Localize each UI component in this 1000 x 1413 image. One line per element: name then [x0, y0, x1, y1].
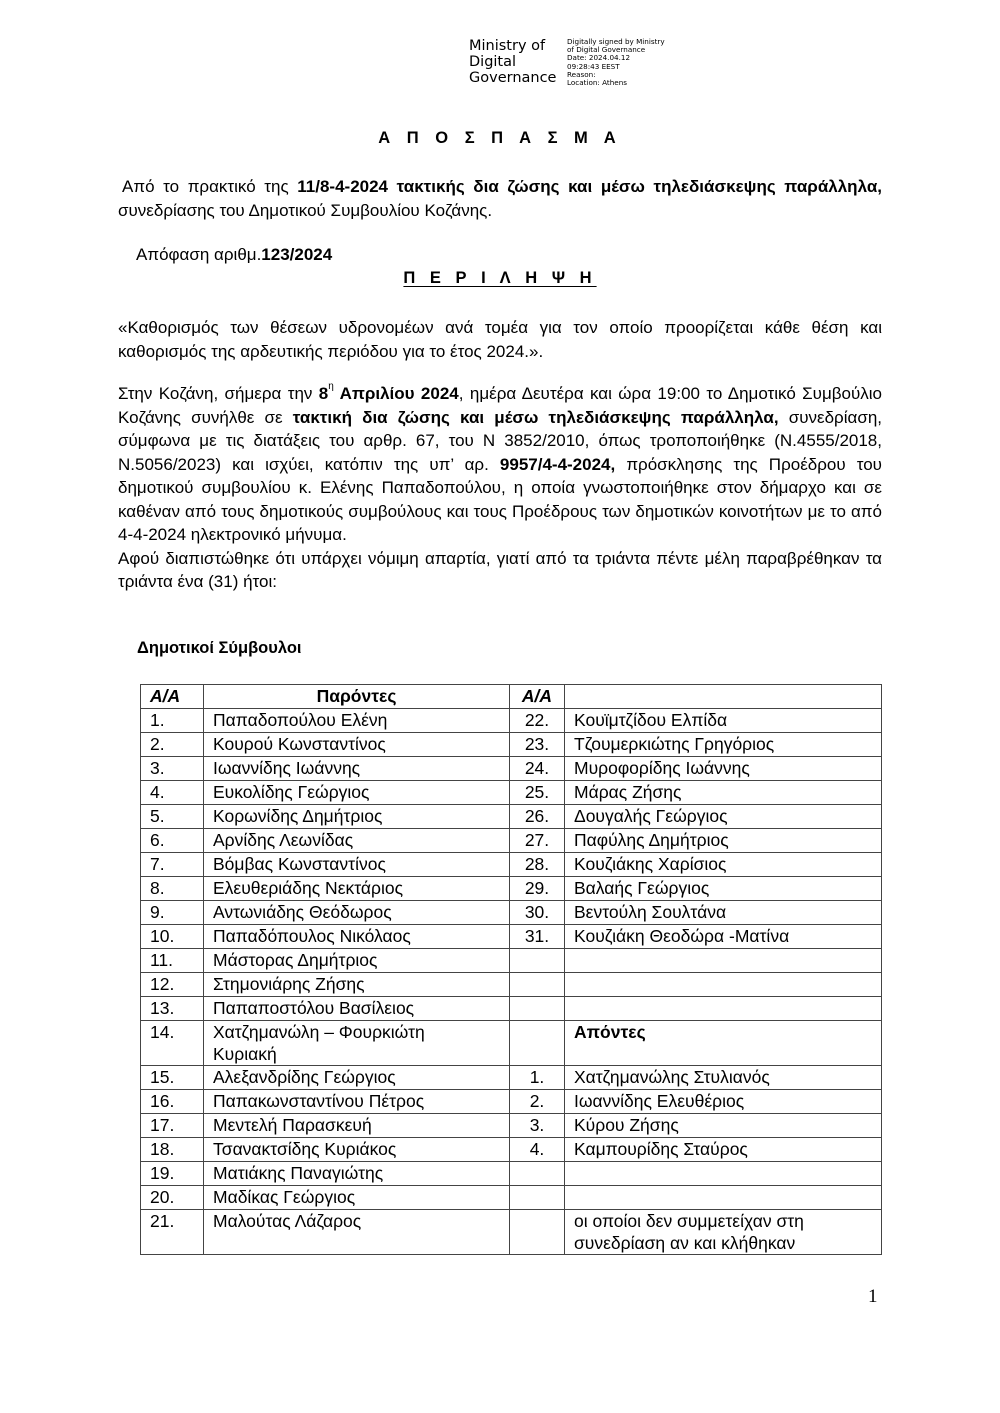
- row-number-2: 30.: [510, 901, 565, 925]
- body-text: πρόσκλησης της Προέδρου του δημοτικού συμβουλίου κ. Ελένης Παπαδοπούλου, η οποία γνωστοποιήθηκε στον δήμαρχο και σε καθέναν από τους δημοτικούς συμβούλους και τους Προέδρους των δημοτικών κοινοτήτων με το από 4-4-2024 ηλεκτρονικό μήνυμα.: [118, 454, 882, 544]
- present-member-name: Κουρού Κωνσταντίνος: [204, 733, 510, 757]
- row-number-2: [510, 1186, 565, 1210]
- present-member-name: Μάστορας Δημήτριος: [204, 949, 510, 973]
- present-member-name: Ιωαννίδης Ιωάννης: [204, 757, 510, 781]
- table-row: [141, 1138, 882, 1162]
- member-name-right: οι οποίοι δεν συμμετείχαν στη συνεδρίαση αν και κλήθηκαν: [565, 1210, 882, 1255]
- row-number: 18.: [141, 1138, 204, 1162]
- header-aa-2: Α/Α: [510, 685, 565, 709]
- decision-value: 123/2024: [261, 245, 333, 264]
- row-number-2: [510, 1021, 565, 1066]
- row-number: 11.: [141, 949, 204, 973]
- row-number: 10.: [141, 925, 204, 949]
- present-member-name: Μεντελή Παρασκευή: [204, 1114, 510, 1138]
- member-name-right: Ιωαννίδης Ελευθέριος: [565, 1090, 882, 1114]
- present-member-name: Ελευθεριάδης Νεκτάριος: [204, 877, 510, 901]
- page-number: 1: [868, 1286, 878, 1307]
- table-row: [141, 1090, 882, 1114]
- meeting-day: 8: [318, 384, 329, 403]
- signature-meta-line: Location: Athens: [567, 78, 627, 88]
- row-number: 6.: [141, 829, 204, 853]
- row-number-2: [510, 949, 565, 973]
- member-name-right: [565, 973, 882, 997]
- quorum-text: Αφού διαπιστώθηκε ότι υπάρχει νόμιμη απαρτία, γιατί από τα τριάντα πέντε μέλη παραβρέθηκαν τα τριάντα ένα (31) ήτοι:: [118, 548, 882, 591]
- row-number: 2.: [141, 733, 204, 757]
- member-name-right: [565, 997, 882, 1021]
- header-aa: Α/Α: [141, 685, 204, 709]
- document-title: Α Π Ο Σ Π Α Σ Μ Α: [378, 129, 622, 147]
- signature-org-line: Governance: [469, 70, 557, 86]
- row-number: 16.: [141, 1090, 204, 1114]
- present-member-name: Μαλούτας Λάζαρος: [204, 1210, 510, 1255]
- present-member-name: Μαδίκας Γεώργιος: [204, 1186, 510, 1210]
- signature-meta-line: of Digital Governance: [567, 45, 646, 55]
- table-row: [141, 1066, 882, 1090]
- member-name-right: Βεντούλη Σουλτάνα: [565, 901, 882, 925]
- table-row: [141, 781, 882, 805]
- row-number-2: 26.: [510, 805, 565, 829]
- row-number: 17.: [141, 1114, 204, 1138]
- table-row: [141, 709, 882, 733]
- meeting-month: Απριλίου 2024: [333, 384, 459, 403]
- signature-org-line: Ministry of: [469, 38, 546, 54]
- row-number: 3.: [141, 757, 204, 781]
- meeting-type: τακτική δια ζώσης και μέσω τηλεδιάσκεψης παράλληλα,: [292, 407, 779, 427]
- table-row: [141, 1162, 882, 1186]
- present-member-name: Τσανακτσίδης Κυριάκος: [204, 1138, 510, 1162]
- body-paragraph: [118, 382, 882, 594]
- signature-organization: [469, 38, 556, 86]
- row-number: 13.: [141, 997, 204, 1021]
- member-name-right: Δουγαλής Γεώργιος: [565, 805, 882, 829]
- table-row: [141, 853, 882, 877]
- row-number-2: 22.: [510, 709, 565, 733]
- row-number: 15.: [141, 1066, 204, 1090]
- member-name-right: Κουζιάκης Χαρίσιος: [565, 853, 882, 877]
- table-row: [141, 757, 882, 781]
- present-member-name: Αλεξανδρίδης Γεώργιος: [204, 1066, 510, 1090]
- present-member-name: Κορωνίδης Δημήτριος: [204, 805, 510, 829]
- row-number: 20.: [141, 1186, 204, 1210]
- row-number: 19.: [141, 1162, 204, 1186]
- signature-meta-line: 09:28:43 EEST: [567, 61, 620, 71]
- table-row: [141, 805, 882, 829]
- row-number-2: 24.: [510, 757, 565, 781]
- decision-label: Απόφαση αριθμ.: [136, 245, 262, 264]
- present-member-name: Παπαδόπουλος Νικόλαος: [204, 925, 510, 949]
- member-name-right: Κουϊμτζίδου Ελπίδα: [565, 709, 882, 733]
- table-row: [141, 1186, 882, 1210]
- present-member-name: Αρνίδης Λεωνίδας: [204, 829, 510, 853]
- present-member-name: Παπαδοπούλου Ελένη: [204, 709, 510, 733]
- row-number: 1.: [141, 709, 204, 733]
- row-number: 7.: [141, 853, 204, 877]
- table-row: [141, 1210, 882, 1255]
- row-number-2: [510, 997, 565, 1021]
- absent-heading: Απόντες: [565, 1021, 882, 1066]
- signature-meta-line: Date: 2024.04.12: [567, 53, 631, 63]
- member-name-right: Χατζημανώλης Στυλιανός: [565, 1066, 882, 1090]
- row-number-2: 2.: [510, 1090, 565, 1114]
- attendance-table: [140, 684, 882, 1255]
- member-name-right: Κουζιάκη Θεοδώρα -Ματίνα: [565, 925, 882, 949]
- body-text: συνεδρίαση, σύμφωνα με τις διατάξεις του αρθρ. 67, του Ν 3852/2010, όπως τροποποιήθηκε (Ν.4555/2018, Ν.5056/2023) και ισχύει, κατόπιν της υπ’ αρ.: [118, 407, 883, 474]
- present-member-name: Ευκολίδης Γεώργιος: [204, 781, 510, 805]
- row-number-2: 23.: [510, 733, 565, 757]
- row-number: 5.: [141, 805, 204, 829]
- table-row: [141, 1021, 882, 1066]
- row-number-2: 3.: [510, 1114, 565, 1138]
- body-text: Στην Κοζάνη, σήμερα την: [118, 384, 319, 403]
- member-name-right: Καμπουρίδης Σταύρος: [565, 1138, 882, 1162]
- row-number-2: 29.: [510, 877, 565, 901]
- table-header-row: [141, 685, 882, 709]
- table-row: [141, 901, 882, 925]
- table-row: [141, 973, 882, 997]
- summary-heading: Π Ε Ρ Ι Λ Η Ψ Η: [403, 269, 597, 287]
- member-name-right: [565, 949, 882, 973]
- present-member-name: Παπαποστόλου Βασίλειος: [204, 997, 510, 1021]
- table-row: [141, 1114, 882, 1138]
- intro-meeting: 11/8-4-2024 τακτικής δια ζώσης και μέσω τηλεδιάσκεψης παράλληλα,: [297, 177, 882, 196]
- signature-meta-line: Digitally signed by Ministry: [567, 37, 665, 46]
- meeting-day-suffix: η: [328, 381, 334, 392]
- row-number-2: 1.: [510, 1066, 565, 1090]
- table-row: [141, 877, 882, 901]
- header-blank: [565, 685, 882, 709]
- row-number: 4.: [141, 781, 204, 805]
- row-number-2: 25.: [510, 781, 565, 805]
- row-number-2: [510, 973, 565, 997]
- present-member-name: Αντωνιάδης Θεόδωρος: [204, 901, 510, 925]
- present-member-name: Βόμβας Κωνσταντίνος: [204, 853, 510, 877]
- signature-details: [567, 38, 665, 87]
- table-row: [141, 949, 882, 973]
- present-member-name: Παπακωνσταντίνου Πέτρος: [204, 1090, 510, 1114]
- row-number-2: 28.: [510, 853, 565, 877]
- intro-suffix: συνεδρίασης του Δημοτικού Συμβουλίου Κοζάνης.: [118, 200, 493, 220]
- signature-meta-line: Reason:: [567, 69, 596, 79]
- row-number: 8.: [141, 877, 204, 901]
- row-number: 14.: [141, 1021, 204, 1066]
- member-name-right: [565, 1162, 882, 1186]
- decision-number: [136, 245, 332, 265]
- table-row: [141, 925, 882, 949]
- row-number-2: [510, 1162, 565, 1186]
- subject-paragraph: «Καθορισμός των θέσεων υδρονομέων ανά τομέα για τον οποίο προορίζεται κάθε θέση και καθορισμός της αρδευτικής περιόδου για το έτος 2024.».: [118, 318, 882, 361]
- body-text: , ημέρα Δευτέρα και ώρα 19:00 το Δημοτικό Συμβούλιο Κοζάνης συνήλθε σε: [118, 384, 883, 427]
- header-present: Παρόντες: [204, 685, 510, 709]
- present-member-name: Χατζημανώλη – Φουρκιώτη Κυριακή: [204, 1021, 510, 1066]
- member-name-right: Μάρας Ζήσης: [565, 781, 882, 805]
- row-number: 9.: [141, 901, 204, 925]
- present-member-name: Ματιάκης Παναγιώτης: [204, 1162, 510, 1186]
- row-number: 12.: [141, 973, 204, 997]
- intro-paragraph: [118, 175, 882, 222]
- member-name-right: Κύρου Ζήσης: [565, 1114, 882, 1138]
- signature-org-line: Digital: [469, 54, 517, 70]
- intro-prefix: Από το πρακτικό της: [122, 177, 298, 196]
- row-number-2: [510, 1210, 565, 1255]
- table-row: [141, 829, 882, 853]
- section-heading: Δημοτικοί Σύμβουλοι: [137, 639, 302, 657]
- table-row: [141, 997, 882, 1021]
- row-number-2: 31.: [510, 925, 565, 949]
- row-number: 21.: [141, 1210, 204, 1255]
- row-number-2: 27.: [510, 829, 565, 853]
- present-member-name: Στημονιάρης Ζήσης: [204, 973, 510, 997]
- invitation-number: 9957/4-4-2024,: [499, 454, 616, 474]
- member-name-right: Τζουμερκιώτης Γρηγόριος: [565, 733, 882, 757]
- table-row: [141, 733, 882, 757]
- member-name-right: Παφύλης Δημήτριος: [565, 829, 882, 853]
- member-name-right: Βαλαής Γεώργιος: [565, 877, 882, 901]
- member-name-right: Μυροφορίδης Ιωάννης: [565, 757, 882, 781]
- member-name-right: [565, 1186, 882, 1210]
- row-number-2: 4.: [510, 1138, 565, 1162]
